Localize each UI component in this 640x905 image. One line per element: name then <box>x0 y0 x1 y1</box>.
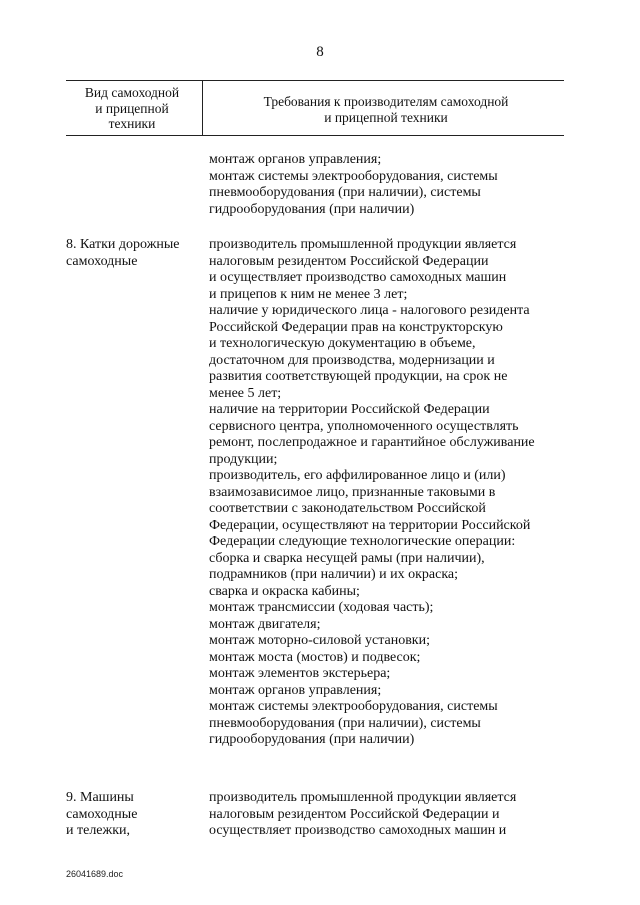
requirement-line: менее 5 лет; <box>209 385 282 401</box>
row-9-equipment-type <box>66 790 202 840</box>
header-col1-line: Вид самоходной <box>84 85 180 100</box>
requirement-line: Российской Федерации прав на конструкторскую <box>209 319 503 335</box>
requirement-line: монтаж органов управления; <box>209 682 382 698</box>
requirement-line: продукции; <box>209 451 278 467</box>
requirement-line: Федерации, осуществляют на территории Российской <box>209 517 531 533</box>
header-divider <box>202 81 203 135</box>
requirement-line: монтаж элементов экстерьера; <box>209 666 391 681</box>
equipment-type-line: самоходные <box>66 253 138 269</box>
requirement-line: достаточном для производства, модернизации и <box>209 352 495 368</box>
header-col2-line: Требования к производителям самоходной <box>263 94 509 109</box>
requirement-line: монтаж системы электрооборудования, системы <box>209 699 498 714</box>
requirement-line: взаимозависимое лицо, признанные таковыми в <box>209 484 496 500</box>
requirement-line: сварка и окраска кабины; <box>209 583 360 599</box>
requirement-line: монтаж моста (мостов) и подвесок; <box>209 649 421 665</box>
requirement-line: налоговым резидентом Российской Федерации <box>209 253 489 269</box>
requirement-line: и прицепов к ним не менее 3 лет; <box>209 286 408 302</box>
requirement-line: сборка и сварка несущей рамы (при наличии), <box>209 550 485 566</box>
table-header <box>66 80 564 136</box>
equipment-type-line: 8. Катки дорожные <box>66 237 180 252</box>
requirement-line: производитель промышленной продукции является <box>209 790 517 805</box>
requirement-line: монтаж органов управления; <box>209 152 382 167</box>
requirement-line: ремонт, послепродажное и гарантийное обслуживание <box>209 435 535 450</box>
requirement-line: монтаж системы электрооборудования, системы <box>209 168 498 184</box>
requirement-line: подрамников (при наличии) и их окраска; <box>209 567 459 582</box>
header-col1-line: и прицепной <box>95 100 169 116</box>
requirement-line: гидрооборудования (при наличии) <box>209 201 415 217</box>
row-9-requirements <box>209 790 569 840</box>
requirement-line: соответствии с законодательством Российской <box>209 501 486 516</box>
row-8-requirements <box>209 237 569 749</box>
equipment-type-line: самоходные <box>66 806 138 822</box>
header-col2-line: и прицепной техники <box>324 110 448 125</box>
requirement-line: пневмооборудования (при наличии), системы <box>209 185 481 200</box>
requirement-line: и технологическую документацию в объеме, <box>209 336 476 351</box>
requirement-line: монтаж моторно-силовой установки; <box>209 633 430 648</box>
header-requirements <box>208 94 564 126</box>
requirement-line: Федерации следующие технологические операции: <box>209 534 516 549</box>
requirement-line: развития соответствующей продукции, на срок не <box>209 369 508 384</box>
requirement-line: налоговым резидентом Российской Федерации и <box>209 806 500 822</box>
requirement-line: сервисного центра, уполномоченного осуществлять <box>209 418 519 434</box>
requirement-line: наличие на территории Российской Федерации <box>209 402 490 417</box>
requirement-line: производитель промышленной продукции является <box>209 237 517 252</box>
requirement-line: пневмооборудования (при наличии), системы <box>209 715 481 731</box>
requirement-line: наличие у юридического лица - налогового резидента <box>209 303 530 318</box>
requirement-line: и осуществляет производство самоходных машин <box>209 270 507 285</box>
equipment-type-line: 9. Машины <box>66 790 134 805</box>
document-filename: 26041689.doc <box>66 869 124 879</box>
requirement-line: монтаж трансмиссии (ходовая часть); <box>209 600 434 615</box>
requirement-line: гидрооборудования (при наличии) <box>209 732 415 747</box>
row-continuation-requirements <box>209 152 569 218</box>
requirement-line: монтаж двигателя; <box>209 616 321 632</box>
requirement-line: осуществляет производство самоходных машин и <box>209 823 507 838</box>
equipment-type-line: и тележки, <box>66 823 130 838</box>
requirement-line: производитель, его аффилированное лицо и (или) <box>209 468 506 483</box>
row-8-equipment-type <box>66 237 202 270</box>
header-equipment-type <box>66 85 198 132</box>
header-col1-line: техники <box>108 116 156 131</box>
page-number: 8 <box>316 44 324 60</box>
